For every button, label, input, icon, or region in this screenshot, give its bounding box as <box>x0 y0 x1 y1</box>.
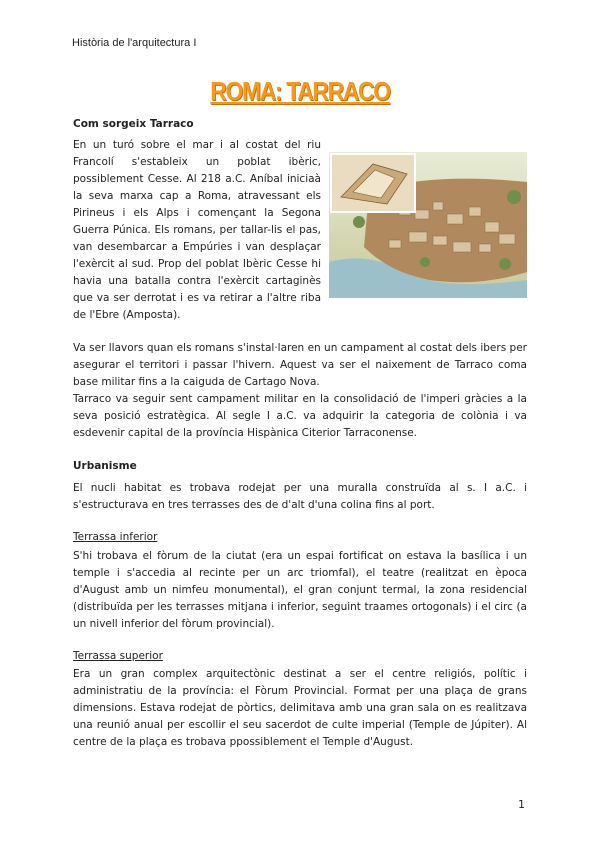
paragraph-lower-terrace: S'hi trobava el fòrum de la ciutat (era un espai fortificat on estava la basílica i un temple i s'accedia al recinte per un arc triomfal), el teatre (realitzat en època d'August amb un nimfeu monumental), el gran conjunt termal, la zona residencial (distribuïda per les terrasses mitjana i inferior, seguint traames ortogonals) i el circ (a un nivell inferior del fòrum provincial). <box>73 550 527 630</box>
tarraco-aerial-illustration <box>329 152 527 298</box>
paragraph-origins-2: Va ser llavors quan els romans s'instal·laren en un campament al costat dels ibers per asegurar el territori i passar l'hivern. Aquest va ser el naixement de Tarraco coma base militar fins a la caiguda de Cartago Nova. <box>73 342 527 388</box>
paragraph-origins-3: Tarraco va seguir sent campament militar en la consolidació de l'imperi gràcies a la seva posició estratègica. Al segle I a.C. va adquirir la categoria de colònia i va esdevenir capital de la província Hispànica Citerior Tarraconense. <box>73 393 527 439</box>
page-title: ROMA: TARRACO <box>210 76 390 106</box>
subheading-lower-terrace: Terrassa inferior <box>73 531 158 543</box>
page-number: 1 <box>518 798 525 811</box>
section-heading-urbanism: Urbanisme <box>73 460 137 472</box>
paragraph-urbanism-1: El nucli habitat es trobava rodejat per una muralla construïda al s. I a.C. i s'estructurava en tres terrasses des de d'alt d'una colina fins al port. <box>73 482 527 511</box>
paragraph-upper-terrace: Era un gran complex arquitectònic destinat a ser el centre religiós, polític i administratiu de la província: el Fòrum Provincial. Format per una plaça de grans dimensions. Estava rodejat de pòrtics, delimitava amb una gran sala on es realitzava una reunió anual per escollir el seu sacerdot de culte imperial (Temple de Júpiter). Al centre de la plaça es trobava ppossiblement el Temple d'August. <box>73 668 527 748</box>
section-heading-origins: Com sorgeix Tarraco <box>73 118 194 130</box>
paragraph-origins-1: En un turó sobre el mar i al costat del riu Francolí s'estableix un poblat ibèric, possiblement Cesse. Al 218 a.C. Aníbal iniciaà la seva marxa cap a Roma, atravessant els Pirineus i els Alps i començant la Segona Guerra Púnica. Els romans, per tallar-lis el pas, van desembarcar a Empúries i van desplaçar l'exèrcit al sud. Prop del poblat Ibèric Cesse hi havia una batalla contra l'exèrcit cartaginès que va ser derrotat i es va retirar a l'altre riba de l'Ebre (Amposta). <box>73 139 321 321</box>
document-header: Història de l'arquitectura I <box>72 37 197 49</box>
subheading-upper-terrace: Terrassa superior <box>73 650 163 662</box>
